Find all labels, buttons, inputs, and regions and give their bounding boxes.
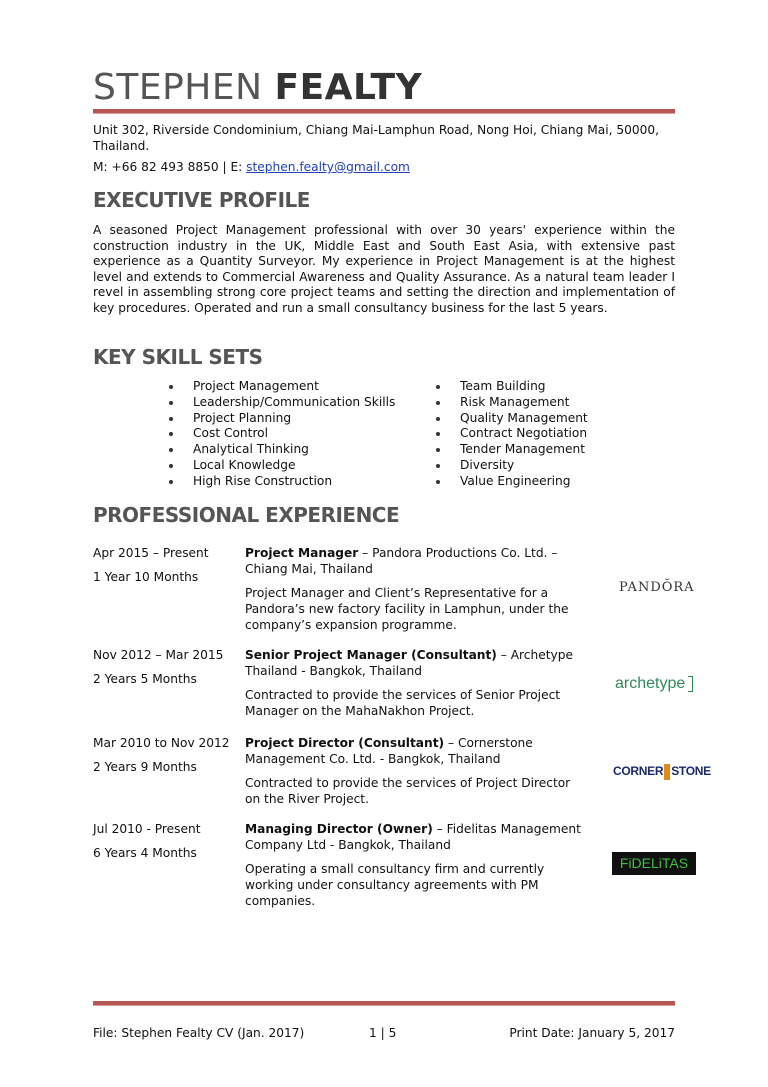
- cv-name: [93, 68, 422, 108]
- fidelitas-logo: FiDELiTAS: [612, 852, 696, 875]
- list-item: Contract Negotiation: [436, 426, 588, 442]
- cornerstone-logo: [613, 763, 711, 780]
- job-company: – Cornerstone Management Co. Ltd. - Bangkok, Thailand: [245, 736, 533, 766]
- pandora-logo: PANDŎRA: [619, 580, 695, 595]
- footer-rule: [93, 1001, 675, 1005]
- job-dates: Mar 2010 to Nov 2012: [93, 736, 230, 750]
- job-title: Senior Project Manager (Consultant): [245, 648, 497, 662]
- job-company: – Fidelitas Management Company Ltd - Bangkok, Thailand: [245, 822, 581, 852]
- skills-left-list: [169, 379, 395, 490]
- job-duration: 2 Years 5 Months: [93, 672, 197, 686]
- list-item: Leadership/Communication Skills: [169, 395, 395, 411]
- footer-file: File: Stephen Fealty CV (Jan. 2017): [93, 1026, 305, 1040]
- job-duration: 2 Years 9 Months: [93, 760, 197, 774]
- mobile: M: +66 82 493 8850 |: [93, 160, 227, 174]
- cornerstone-logo-text-a: CORNER: [613, 764, 664, 778]
- list-item: Analytical Thinking: [169, 442, 395, 458]
- job-role: [245, 735, 583, 767]
- address: Unit 302, Riverside Condominium, Chiang Mai-Lamphun Road, Nong Hoi, Chiang Mai, 50000, Thailand.: [93, 123, 659, 153]
- job-title: Project Director (Consultant): [245, 736, 445, 750]
- list-item: Risk Management: [436, 395, 588, 411]
- contact-line: [93, 159, 410, 175]
- key-skills-heading: KEY SKILL SETS: [93, 345, 263, 369]
- list-item: Team Building: [436, 379, 588, 395]
- archetype-logo-text: archetype: [615, 675, 686, 693]
- job-role: [245, 647, 583, 679]
- cv-page: [93, 0, 711, 1087]
- job-description: Contracted to provide the services of Senior Project Manager on the MahaNakhon Project.: [245, 688, 561, 718]
- job-dates: Jul 2010 - Present: [93, 822, 201, 836]
- footer-page-number: 1 | 5: [369, 1026, 397, 1040]
- job-duration: 1 Year 10 Months: [93, 570, 199, 584]
- name-last: FEALTY: [274, 67, 423, 108]
- professional-experience-heading: PROFESSIONAL EXPERIENCE: [93, 503, 400, 527]
- job-company: – Archetype Thailand - Bangkok, Thailand: [245, 648, 573, 678]
- job-description: Contracted to provide the services of Project Director on the River Project.: [245, 776, 571, 806]
- email-prefix: E:: [230, 160, 243, 174]
- job-duration: 6 Years 4 Months: [93, 846, 197, 860]
- list-item: Diversity: [436, 458, 588, 474]
- job-dates: Nov 2012 – Mar 2015: [93, 648, 224, 662]
- job-title: Project Manager: [245, 546, 359, 560]
- job-description: Project Manager and Client’s Representative for a Pandora’s new factory facility in Lamphun, under the company’s expansion programme.: [245, 586, 569, 632]
- skills-right-list: [436, 379, 588, 490]
- list-item: Cost Control: [169, 426, 395, 442]
- list-item: Project Management: [169, 379, 395, 395]
- list-item: High Rise Construction: [169, 474, 395, 490]
- archetype-bracket-icon: [688, 676, 693, 692]
- job-dates: Apr 2015 – Present: [93, 546, 209, 560]
- executive-profile-heading: EXECUTIVE PROFILE: [93, 188, 310, 212]
- executive-profile-text: A seasoned Project Management professional with over 30 years' experience within the construction industry in the UK, Middle East and South East Asia, with extensive past experience as a Quantity Surveyor. My experience in Project Management is at the highest level and extends to Commercial Awareness and Quality Assurance. As a natural team leader I revel in assembling strong core project teams and setting the direction and implementation of key procedures. Operated and run a small consultancy business for the last 5 years.: [93, 223, 675, 315]
- email-link[interactable]: stephen.fealty@gmail.com: [246, 160, 410, 174]
- job-role: [245, 821, 583, 853]
- footer-print-date: Print Date: January 5, 2017: [509, 1026, 675, 1040]
- list-item: Tender Management: [436, 442, 588, 458]
- list-item: Project Planning: [169, 411, 395, 427]
- job-company: – Pandora Productions Co. Ltd. – Chiang Mai, Thailand: [245, 546, 558, 576]
- header-rule: [93, 109, 675, 113]
- job-role: [245, 545, 583, 577]
- job-title: Managing Director (Owner): [245, 822, 433, 836]
- cornerstone-logo-text-b: STONE: [671, 764, 711, 778]
- list-item: Quality Management: [436, 411, 588, 427]
- list-item: Local Knowledge: [169, 458, 395, 474]
- cornerstone-block-icon: [664, 764, 670, 780]
- archetype-logo: [615, 676, 693, 692]
- job-description: Operating a small consultancy firm and currently working under consultancy agreements with PM companies.: [245, 862, 545, 908]
- name-first: STEPHEN: [93, 67, 263, 108]
- list-item: Value Engineering: [436, 474, 588, 490]
